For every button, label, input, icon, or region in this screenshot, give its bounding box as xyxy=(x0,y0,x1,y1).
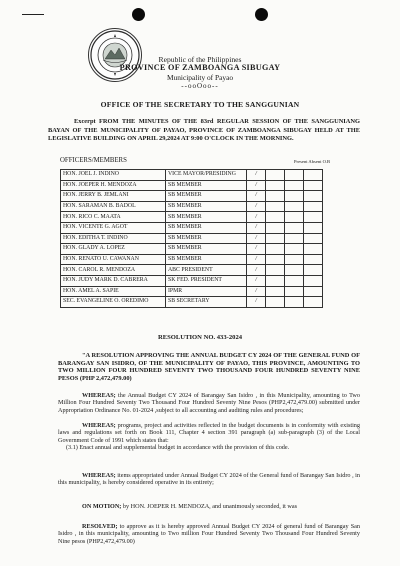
whereas-paragraph-3 xyxy=(58,472,360,487)
paragraph-text: by HON. JOEPER H. MENDOZA, and unanimously seconded, it was xyxy=(121,503,297,510)
present-mark: / xyxy=(247,265,266,276)
ob-cell xyxy=(285,222,304,233)
present-mark: / xyxy=(247,191,266,202)
officer-row xyxy=(61,265,323,276)
ob-cell xyxy=(285,191,304,202)
extra-cell xyxy=(304,275,323,286)
resolution-number: RESOLUTION NO. 433-2024 xyxy=(157,334,243,341)
absent-cell xyxy=(266,275,285,286)
ob-cell xyxy=(285,275,304,286)
minutes-excerpt: Excerpt FROM THE MINUTES OF THE 83rd REGULAR SESSION OF THE SANGGUNIANG BAYAN OF THE MUNICIPALITY OF PAYAO, PROVINCE OF ZAMBOANGA SIBUGAY HELD AT THE LEGISLATIVE BUILDING ON APRIL 29,2024 AT 9:00 O'CLOCK IN THE MORNING. xyxy=(48,118,360,143)
officer-position: SB MEMBER xyxy=(166,233,247,244)
officer-row xyxy=(61,286,323,297)
officer-name: HON. RICO C. MAATA xyxy=(61,212,166,223)
officer-position: SB MEMBER xyxy=(166,244,247,255)
punch-hole-right xyxy=(255,8,268,21)
officer-name: HON. EDITHA T. INDINO xyxy=(61,233,166,244)
officer-name: HON. AMEL A. SAPIE xyxy=(61,286,166,297)
province-line: PROVINCE OF ZAMBOANGA SIBUGAY xyxy=(119,63,281,72)
extra-cell xyxy=(304,222,323,233)
resolved-paragraph xyxy=(58,523,360,545)
officer-row xyxy=(61,180,323,191)
extra-cell xyxy=(304,180,323,191)
officers-label: OFFICERS/MEMBERS xyxy=(60,157,127,164)
officer-name: HON. JOEL J. INDINO xyxy=(61,170,166,181)
absent-cell xyxy=(266,244,285,255)
ob-cell xyxy=(285,212,304,223)
present-mark: / xyxy=(247,212,266,223)
officer-row xyxy=(61,244,323,255)
officer-row xyxy=(61,170,323,181)
officers-table xyxy=(60,169,323,308)
absent-cell xyxy=(266,191,285,202)
ob-cell xyxy=(285,180,304,191)
absent-cell xyxy=(266,297,285,308)
officer-position: SB MEMBER xyxy=(166,191,247,202)
extra-cell xyxy=(304,201,323,212)
paragraph-text: to approve as it is hereby approved Annual Budget CY 2024 of general fund of Barangay San Isidro , in this municipality, amounting to Two million Four Hundred Seventy Two Thousand Four Hundred Seventy Nine pesos (PHP2,472,479.00) xyxy=(58,523,360,545)
extra-cell xyxy=(304,170,323,181)
ob-cell xyxy=(285,244,304,255)
absent-cell xyxy=(266,170,285,181)
extra-cell xyxy=(304,233,323,244)
present-mark: / xyxy=(247,201,266,212)
municipality-line: Municipality of Payao xyxy=(166,73,234,82)
officer-position: SB MEMBER xyxy=(166,254,247,265)
ob-cell xyxy=(285,286,304,297)
absent-cell xyxy=(266,233,285,244)
ob-cell xyxy=(285,254,304,265)
officer-name: HON. JOEPER H. MENDOZA xyxy=(61,180,166,191)
officer-position: VICE MAYOR/PRESIDING xyxy=(166,170,247,181)
paragraph-lead: WHEREAS; xyxy=(82,422,116,429)
officer-name: HON. SARAMAN B. BADOL xyxy=(61,201,166,212)
officer-position: SB MEMBER xyxy=(166,201,247,212)
officer-row xyxy=(61,275,323,286)
resolution-title: "A RESOLUTION APPROVING THE ANNUAL BUDGET CY 2024 OF THE GENERAL FUND OF BARANGAY SAN ISIDRO, OF THE MUNICIPALITY OF PAYAO, THIS PROVINCE, AMOUNTING TO TWO MILLION FOUR HUNDRED SEVENTY TWO THOUSAND FOUR HUNDRED SEVENTY NINE PESOS (PHP 2,472,479.00) xyxy=(58,352,360,382)
extra-cell xyxy=(304,244,323,255)
republic-line: Republic of the Philippines xyxy=(158,55,242,64)
extra-cell xyxy=(304,191,323,202)
officer-row xyxy=(61,201,323,212)
absent-cell xyxy=(266,222,285,233)
officer-name: HON. VICENTE G. AGOT xyxy=(61,222,166,233)
present-mark: / xyxy=(247,180,266,191)
punch-hole-left xyxy=(132,8,145,21)
paragraph-text: programs, project and activities reflected in the budget documents is in conformity with existing laws and regulations set forth on Book 111, Chapter 4 section 391 paragraph (a) sub-paragraph (3) of the Local Government Code of 1991 which states that: xyxy=(58,422,360,444)
ob-cell xyxy=(285,265,304,276)
present-mark: / xyxy=(247,233,266,244)
extra-cell xyxy=(304,286,323,297)
whereas-paragraph-2 xyxy=(58,422,360,452)
paragraph-lead: WHEREAS; xyxy=(82,392,116,399)
officer-row xyxy=(61,212,323,223)
officer-row xyxy=(61,233,323,244)
paragraph-lead: WHEREAS; xyxy=(82,472,116,479)
present-mark: / xyxy=(247,286,266,297)
present-mark: / xyxy=(247,222,266,233)
paragraph-text: the Annual Budget CY 2024 of Barangay San Isidro , in this Municipality, amounting to Two Million Four Hundred Seventy Two Thousand Four Hundred Seventy Nine Pesos (PHP2,472,479.00) submitted under Appropriation Ordinance No. 01-2024 ,subject to all accounting and auditing rules and procedures; xyxy=(58,392,360,414)
extra-cell xyxy=(304,265,323,276)
extra-cell xyxy=(304,254,323,265)
present-mark: / xyxy=(247,275,266,286)
officer-position: ABC PRESIDENT xyxy=(166,265,247,276)
absent-cell xyxy=(266,212,285,223)
paragraph-lead: RESOLVED; xyxy=(82,523,118,530)
ob-cell xyxy=(285,297,304,308)
ob-cell xyxy=(285,170,304,181)
office-title: OFFICE OF THE SECRETARY TO THE SANGGUNIAN xyxy=(100,100,300,109)
absent-cell xyxy=(266,180,285,191)
ob-cell xyxy=(285,233,304,244)
officer-row xyxy=(61,254,323,265)
present-mark: / xyxy=(247,254,266,265)
presence-columns-label: Present Absent O.B xyxy=(294,159,331,164)
officer-name: HON. CAROL R. MENDOZA xyxy=(61,265,166,276)
whereas-paragraph-1 xyxy=(58,392,360,414)
officer-name: HON. GLADY A. LOPEZ xyxy=(61,244,166,255)
officer-position: SB MEMBER xyxy=(166,212,247,223)
absent-cell xyxy=(266,201,285,212)
officer-name: HON. JERRY B. JEMLANI xyxy=(61,191,166,202)
absent-cell xyxy=(266,265,285,276)
officer-position: SB SECRETARY xyxy=(166,297,247,308)
scan-mark xyxy=(22,14,44,15)
code-provision: (3.1) Enact annual and supplemental budget in accordance with the provision of this code. xyxy=(66,444,290,452)
paragraph-text: items appropriated under Annual Budget CY 2024 of the General fund of Barangay San Isidro , in this municipality, is hereby considered operative in its entirety; xyxy=(58,472,360,487)
officer-name: SEC. EVANGELINE O. OREDIMO xyxy=(61,297,166,308)
ob-cell xyxy=(285,201,304,212)
officer-row xyxy=(61,297,323,308)
officer-name: HON. JUDY MARK D. CABRERA xyxy=(61,275,166,286)
officer-position: SB MEMBER xyxy=(166,222,247,233)
motion-paragraph xyxy=(58,503,360,510)
present-mark: / xyxy=(247,297,266,308)
present-mark: / xyxy=(247,170,266,181)
header-ornament: --ooOoo-- xyxy=(181,82,219,90)
extra-cell xyxy=(304,212,323,223)
absent-cell xyxy=(266,286,285,297)
officer-position: IPMR xyxy=(166,286,247,297)
officer-name: HON. RENATO U. CAWANAN xyxy=(61,254,166,265)
extra-cell xyxy=(304,297,323,308)
officer-row xyxy=(61,191,323,202)
present-mark: / xyxy=(247,244,266,255)
officer-position: SB MEMBER xyxy=(166,180,247,191)
absent-cell xyxy=(266,254,285,265)
officer-row xyxy=(61,222,323,233)
officer-position: SK FED. PRESIDENT xyxy=(166,275,247,286)
paragraph-lead: ON MOTION; xyxy=(82,503,122,510)
